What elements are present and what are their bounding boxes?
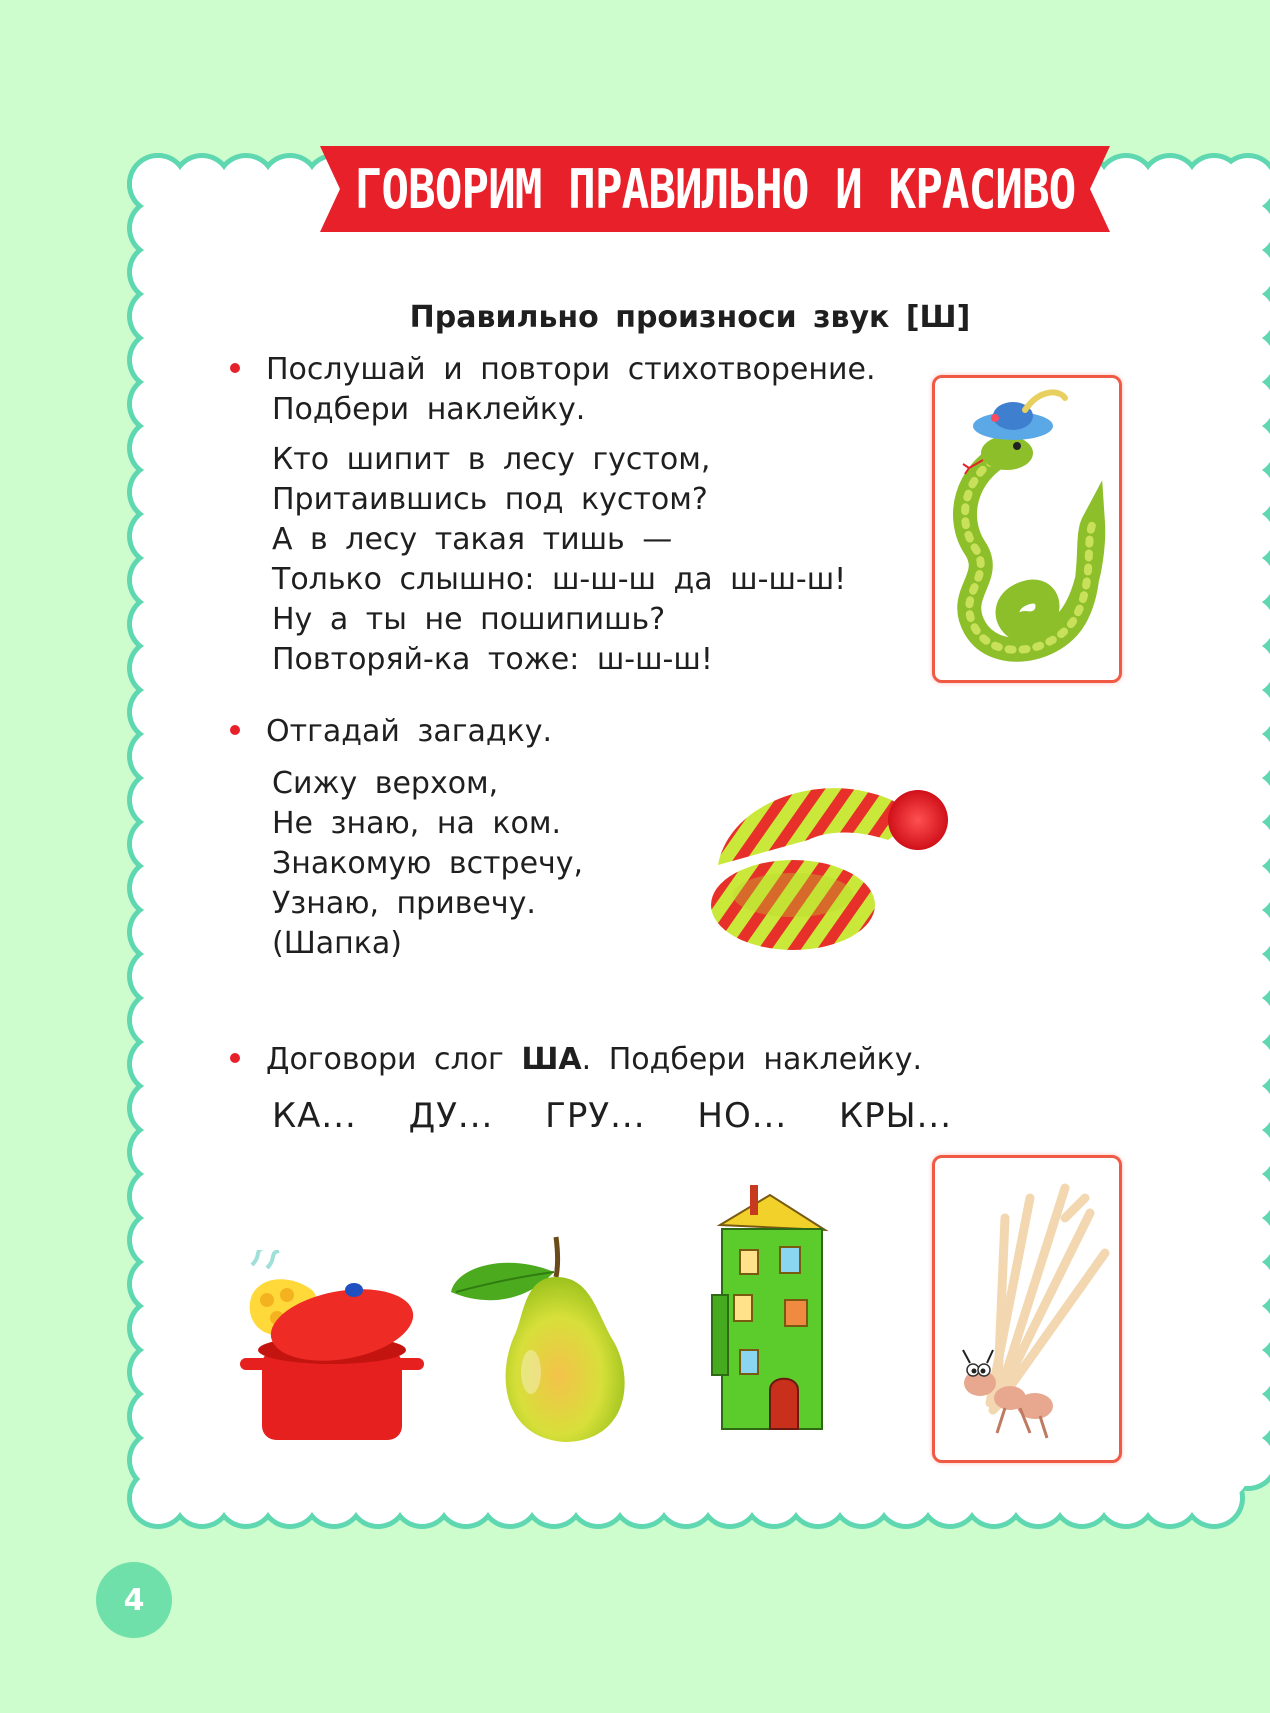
riddle-line: Узнаю, привечу.	[272, 886, 536, 921]
sticker-slot-ant[interactable]	[932, 1155, 1122, 1463]
poem-line: Только слышно: ш-ш-ш да ш-ш-ш!	[272, 562, 847, 597]
task3-text-after: . Подбери наклейку.	[581, 1042, 923, 1077]
riddle	[272, 764, 583, 964]
poem-line: Повторяй-ка тоже: ш-ш-ш!	[272, 642, 713, 677]
tall-house-icon	[700, 1185, 840, 1435]
syllable-item: ДУ...	[408, 1096, 494, 1136]
task1-line-2: Подбери наклейку.	[272, 392, 586, 427]
syllable-item: КА...	[272, 1096, 357, 1136]
syllable-item: ГРУ...	[545, 1096, 646, 1136]
syllable-item: НО...	[697, 1096, 788, 1136]
ant-with-sticks-icon	[935, 1158, 1119, 1460]
sticker-slot-snake[interactable]	[932, 375, 1122, 683]
syllable-list	[272, 1096, 992, 1136]
task1-line-1: Послушай и повтори стихотворение.	[266, 352, 876, 387]
task3-text-before: Договори слог	[266, 1042, 504, 1077]
riddle-line: Знакомую встречу,	[272, 846, 584, 881]
poem-line: Кто шипит в лесу густом,	[272, 442, 711, 477]
task2-instruction	[230, 712, 552, 752]
cooking-pot-icon	[232, 1250, 432, 1450]
riddle-line: Не знаю, на ком.	[272, 806, 562, 841]
pear-icon	[446, 1232, 656, 1452]
riddle-line: Сижу верхом,	[272, 766, 499, 801]
snake-in-hat-icon	[935, 378, 1119, 680]
poem-line: Притаившись под кустом?	[272, 482, 708, 517]
poem-line: Ну а ты не пошипишь?	[272, 602, 666, 637]
poem	[272, 440, 846, 680]
title-banner	[320, 146, 1110, 232]
task3-syllable: ША	[521, 1042, 582, 1077]
striped-hat-icon	[708, 770, 958, 960]
syllable-item: КРЫ...	[838, 1096, 953, 1136]
riddle-line: (Шапка)	[272, 926, 402, 961]
bullet-icon	[230, 725, 240, 735]
bullet-icon	[230, 363, 240, 373]
task3-instruction	[230, 1040, 922, 1080]
banner-title: ГОВОРИМ ПРАВИЛЬНО И КРАСИВО	[354, 157, 1076, 221]
poem-line: А в лесу такая тишь —	[272, 522, 673, 557]
bullet-icon	[230, 1053, 240, 1063]
task1-instruction	[230, 350, 875, 390]
page-number: 4	[96, 1562, 172, 1638]
section-heading: Правильно произноси звук [Ш]	[409, 300, 971, 335]
task2-line: Отгадай загадку.	[266, 714, 553, 749]
